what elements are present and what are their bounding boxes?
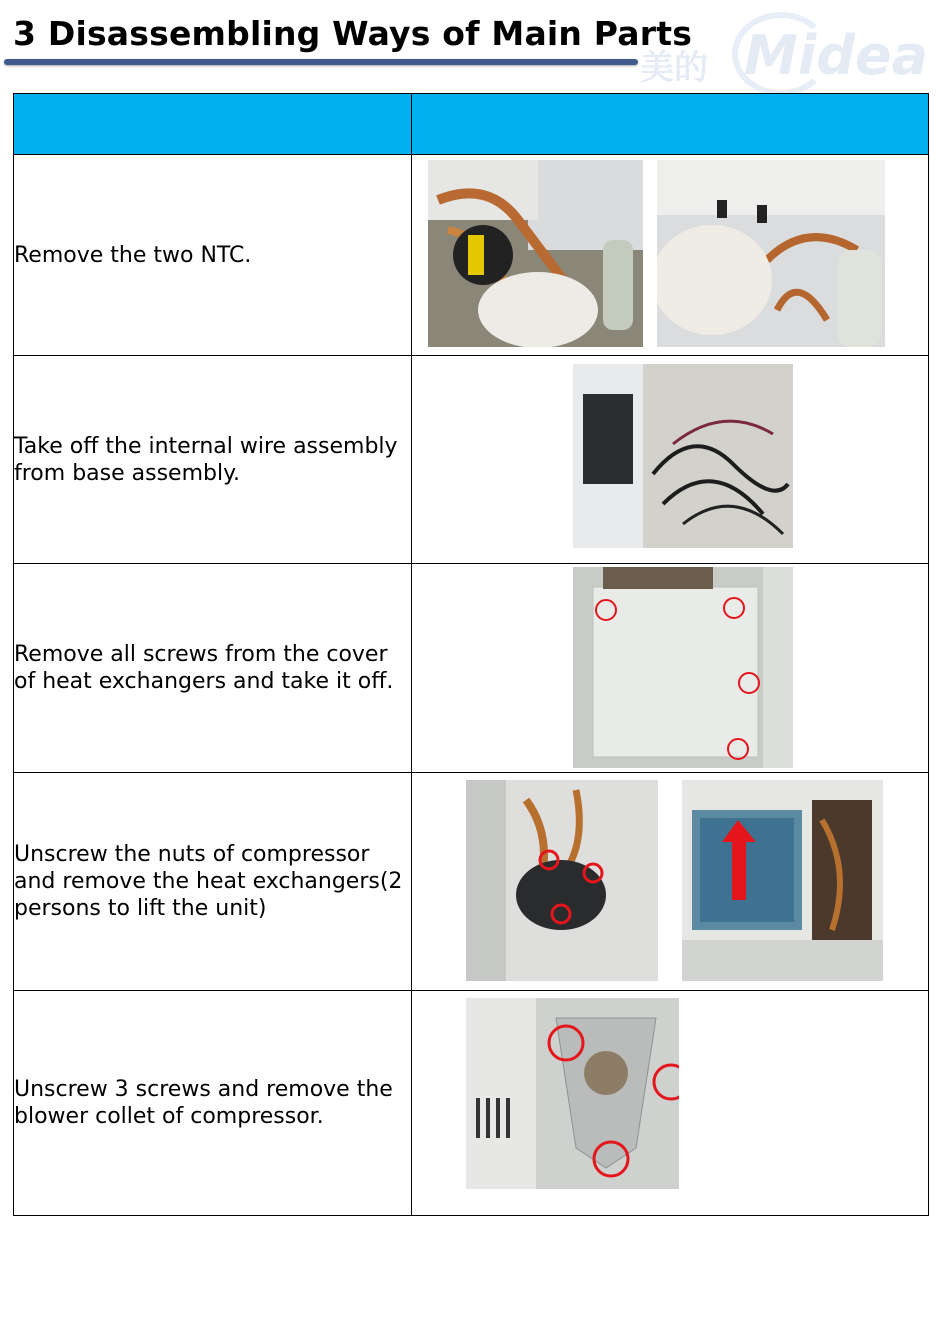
step-description: Unscrew the nuts of compressor and remove the heat exchangers(2 persons to lift the unit)	[14, 773, 412, 991]
step-description: Unscrew 3 screws and remove the blower collet of compressor.	[14, 991, 412, 1216]
photo-cell	[412, 773, 929, 991]
title-underline	[4, 59, 638, 65]
wire-assembly-photo	[573, 364, 793, 548]
photo-cell	[412, 356, 929, 564]
table-header-row	[14, 94, 929, 155]
logo-cn-text: 美的	[640, 48, 708, 88]
header-cell-step	[14, 94, 412, 155]
ntc-removal-photo	[428, 160, 643, 347]
table-row	[14, 564, 929, 773]
disassembly-table	[13, 93, 929, 1216]
table-row	[14, 991, 929, 1216]
logo-en-text: Midea	[744, 24, 928, 87]
step-description: Remove all screws from the cover of heat exchangers and take it off.	[14, 564, 412, 773]
table-row	[14, 773, 929, 991]
step-description: Take off the internal wire assembly from base assembly.	[14, 356, 412, 564]
table-row	[14, 356, 929, 564]
photo-cell	[412, 155, 929, 356]
header-cell-photo	[412, 94, 929, 155]
ntc-removal-photo	[657, 160, 885, 347]
step-description: Remove the two NTC.	[14, 155, 412, 356]
midea-logo	[636, 12, 926, 90]
page-title: 3 Disassembling Ways of Main Parts	[13, 14, 693, 53]
photo-cell	[412, 991, 929, 1216]
heat-exchanger-lift-photo	[682, 780, 883, 981]
compressor-nuts-photo	[466, 780, 658, 981]
heat-exchanger-cover-photo	[573, 567, 793, 768]
blower-collet-photo	[466, 998, 679, 1189]
photo-cell	[412, 564, 929, 773]
table-row	[14, 155, 929, 356]
